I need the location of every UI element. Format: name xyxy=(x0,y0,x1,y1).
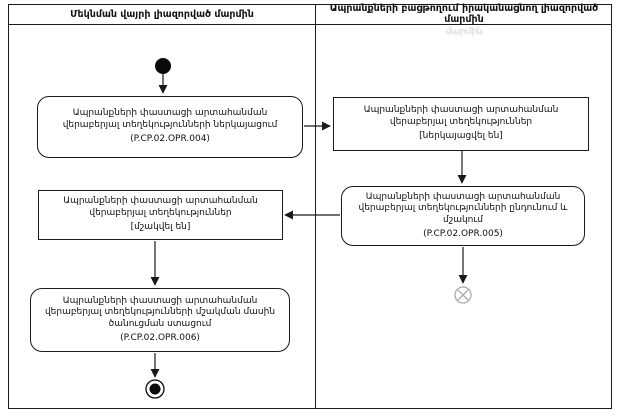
object-state: [մշակվել են] xyxy=(130,221,191,232)
object-state: [ներկայացվել են] xyxy=(419,130,503,141)
action-code: (P.CP.02.OPR.005) xyxy=(423,228,503,239)
action-label: Ապրանքների փաստացի արտահանման վերաբերյալ տեղեկությունների ընդունում և մշակում xyxy=(358,191,568,225)
lane-title: Մեկնման վայրի լիազորված մարմին xyxy=(70,8,254,20)
swimlane-divider xyxy=(315,4,316,409)
action-code: (P.CP.02.OPR.006) xyxy=(120,332,200,343)
action-submit-export-info xyxy=(37,96,303,158)
action-label: Ապրանքների փաստացի արտահանման վերաբերյալ տեղեկությունների ներկայացում xyxy=(62,108,278,131)
action-label: Ապրանքների փաստացի արտահանման վերաբերյալ տեղեկությունների մշակման մասին ծանուցման ստացում xyxy=(44,295,276,329)
action-receive-notification xyxy=(30,288,290,352)
action-receive-process-info xyxy=(341,186,585,246)
lane-title: Ապրանքների բացթողում իրականացնող լիազորված մարմին xyxy=(329,3,599,25)
faded-scan-text: մարմին xyxy=(445,27,483,37)
object-label: Ապրանքների փաստացի արտահանման վերաբերյալ տեղեկություններ xyxy=(63,196,258,219)
object-info-submitted xyxy=(333,97,589,151)
object-info-processed xyxy=(38,190,283,240)
lane-header-release-authority xyxy=(316,4,612,25)
action-code: (P.CP.02.OPR.004) xyxy=(130,133,210,144)
object-label: Ապրանքների փաստացի արտահանման վերաբերյալ տեղեկություններ xyxy=(363,105,559,128)
lane-header-departure-authority xyxy=(9,4,315,25)
